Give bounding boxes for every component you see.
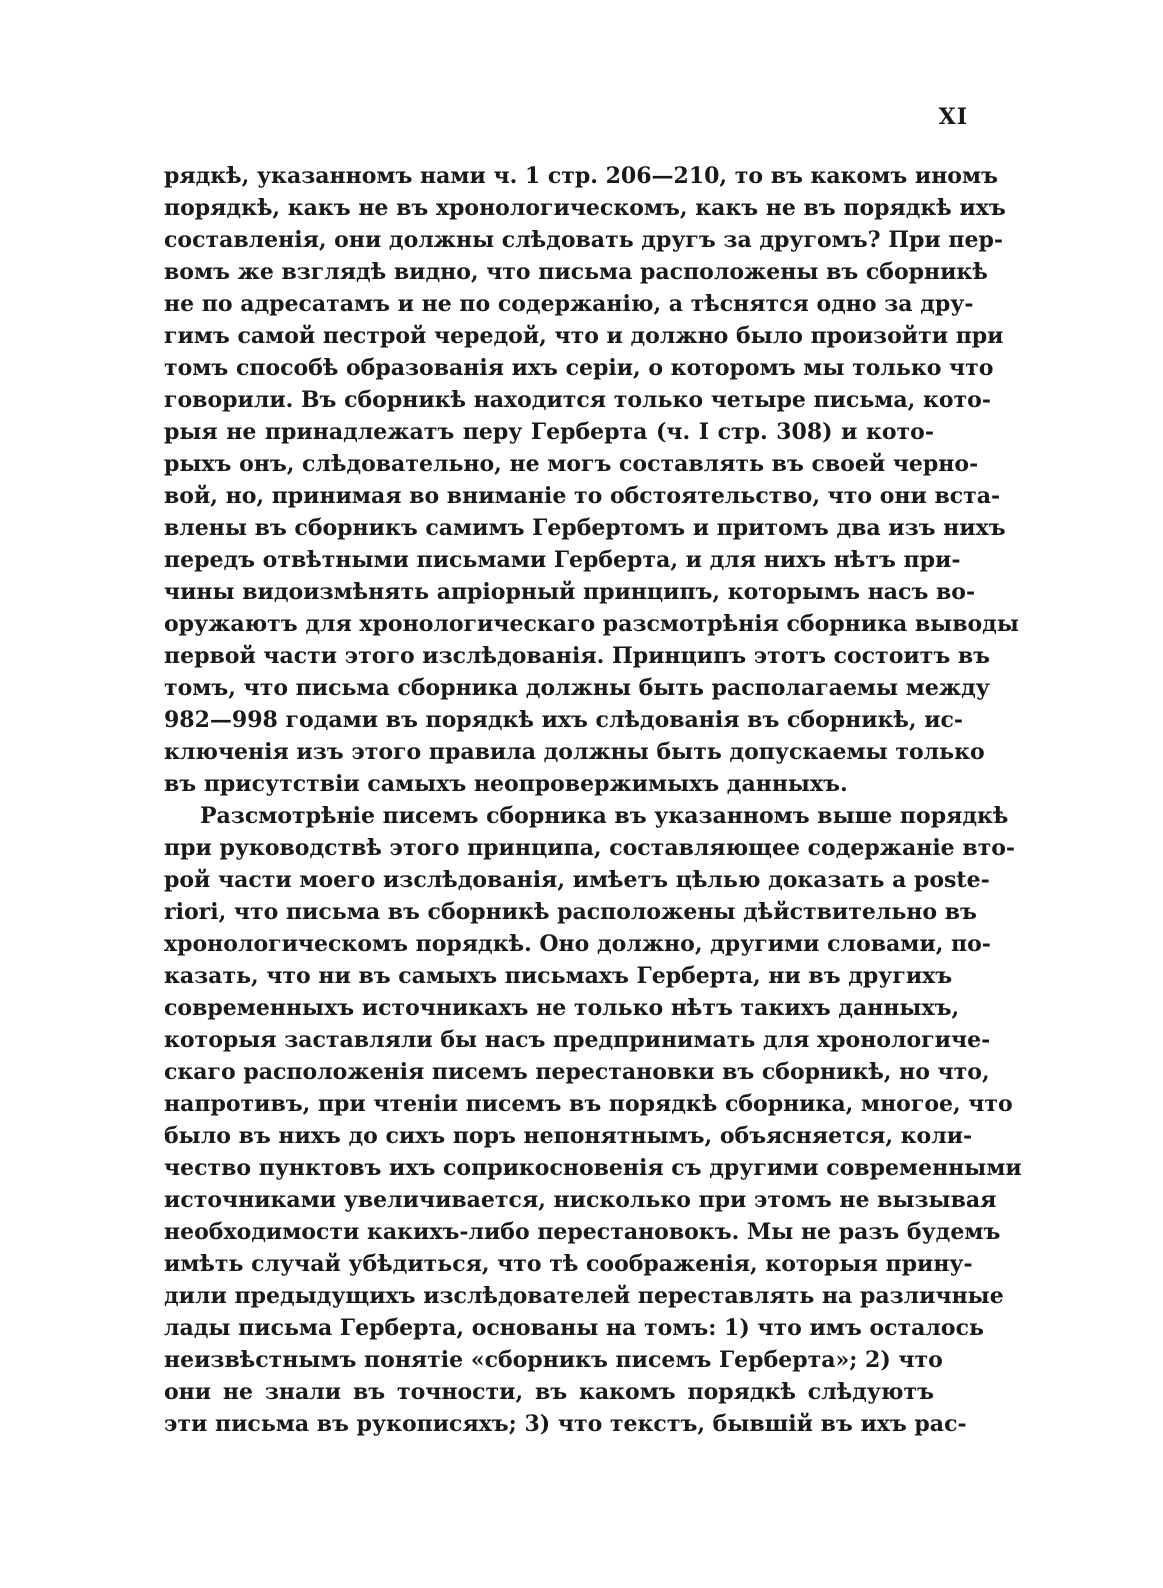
text-line: томъ, что письма сборника должны быть располагаемы между xyxy=(164,675,990,701)
text-line: напротивъ, при чтеніи писемъ въ порядкѣ сборника, многое, что xyxy=(164,1091,1013,1117)
text-line: чины видоизмѣнять апріорный принципъ, которымъ насъ во- xyxy=(164,579,976,605)
text-line: рыхъ онъ, слѣдовательно, не могъ составлять въ своей черно- xyxy=(164,451,979,477)
text-line: современныхъ источникахъ не только нѣтъ такихъ данныхъ, xyxy=(164,995,960,1021)
text-line: гимъ самой пестрой чередой, что и должно было произойти при xyxy=(164,323,1004,349)
text-line: составленія, они должны слѣдовать другъ за другомъ? При пер- xyxy=(164,227,1003,253)
text-line: говорили. Въ сборникѣ находится только четыре письма, кото- xyxy=(164,387,991,413)
text-line: вой, но, принимая во вниманіе то обстоятельство, что они вста- xyxy=(164,483,1001,509)
text-line: неизвѣстнымъ понятіе «сборникъ писемъ Герберта»; 2) что xyxy=(164,1347,943,1373)
text-line: лады письма Герберта, основаны на томъ: 1) что имъ осталось xyxy=(164,1315,984,1341)
body-text xyxy=(164,160,1022,1440)
text-line: томъ способѣ образованія ихъ серіи, о которомъ мы только что xyxy=(164,355,994,381)
text-line: они не знали въ точности, въ какомъ порядкѣ слѣдуютъ xyxy=(164,1379,934,1405)
text-line: не по адресатамъ и не по содержанію, а тѣснятся одно за дру- xyxy=(164,291,974,317)
text-line: рой части моего изслѣдованія, имѣетъ цѣлью доказать a poste- xyxy=(164,867,990,893)
text-line: передъ отвѣтными письмами Герберта, и для нихъ нѣтъ при- xyxy=(164,547,961,573)
text-line: чество пунктовъ ихъ соприкосновенія съ другими современными xyxy=(164,1155,1022,1181)
text-line: въ присутствіи самыхъ неопровержимыхъ данныхъ. xyxy=(164,771,848,797)
text-line: эти письма въ рукописяхъ; 3) что текстъ, бывшій въ ихъ рас- xyxy=(164,1411,967,1437)
text-line: влены въ сборникъ самимъ Гербертомъ и притомъ два изъ нихъ xyxy=(164,515,1006,541)
text-line: оружаютъ для хронологическаго разсмотрѣнія сборника выводы xyxy=(164,611,1019,637)
text-line: первой части этого изслѣдованія. Принципъ этотъ состоитъ въ xyxy=(164,643,991,669)
text-line: рыя не принадлежатъ перу Герберта (ч. I стр. 308) и кото- xyxy=(164,419,934,445)
page-number: XI xyxy=(938,104,968,130)
text-line: вомъ же взглядѣ видно, что письма расположены въ сборникѣ xyxy=(164,259,988,285)
text-line: при руководствѣ этого принципа, составляющее содержаніе вто- xyxy=(164,835,1016,861)
text-line: рядкѣ, указанномъ нами ч. 1 стр. 206—210, то въ какомъ иномъ xyxy=(164,163,998,189)
text-line: которыя заставляли бы насъ предпринимать для хронологиче- xyxy=(164,1027,991,1053)
text-line: было въ нихъ до сихъ поръ непонятнымъ, объясняется, коли- xyxy=(164,1123,973,1149)
text-line: источниками увеличивается, нисколько при этомъ не вызывая xyxy=(164,1187,997,1213)
text-line: Разсмотрѣніе писемъ сборника въ указанномъ выше порядкѣ xyxy=(200,803,1009,829)
text-line: riori, что письма въ сборникѣ расположены дѣйствительно въ xyxy=(164,899,977,925)
text-line: дили предыдущихъ изслѣдователей переставлять на различные xyxy=(164,1283,1004,1309)
text-line: казать, что ни въ самыхъ письмахъ Герберта, ни въ другихъ xyxy=(164,963,953,989)
text-line: хронологическомъ порядкѣ. Оно должно, другими словами, по- xyxy=(164,931,991,957)
text-line: 982—998 годами въ порядкѣ ихъ слѣдованія въ сборникѣ, ис- xyxy=(164,707,964,733)
text-line: скаго расположенія писемъ перестановки въ сборникѣ, но что, xyxy=(164,1059,990,1085)
text-line: необходимости какихъ-либо перестановокъ. Мы не разъ будемъ xyxy=(164,1219,1001,1245)
text-line: имѣть случай убѣдиться, что тѣ соображенія, которыя прину- xyxy=(164,1251,973,1277)
text-line: ключенія изъ этого правила должны быть допускаемы только xyxy=(164,739,985,765)
text-line: порядкѣ, какъ не въ хронологическомъ, какъ не въ порядкѣ ихъ xyxy=(164,195,1006,221)
